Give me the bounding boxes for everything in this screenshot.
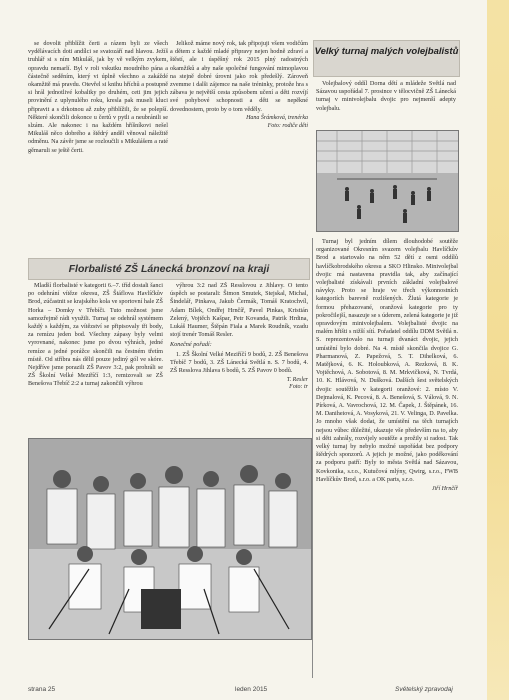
florbal-column-1: Mladší florbalisté v kategorii 6.–7. tříd dostali šanci po odehrání vítěze okresu, ZŠ Štáflova Havlíčkův Brod, zúčastnit se krajského kola ve sportovní hale ZŠ Horka – Domky v Třebíči. Tuto možnost jsme samozřejmě rádi využili. Turnaj se odehrál systémem každý s každým, za vítězství se připisovaly tři body, za remízu jeden bod. Všechny zápasy byly velmi vyrovnané, nakonec jsme po dvou výhrách, jedné remíze a jedné porážce skončili na čestném třetím místě. Od stříbra nás dělil pouze jediný gól ve skóre. Nejdříve jsme porazili ZŠ Pavov 3:2, pak prohráli se ZŠ Školní Velké Meziříčí 1:3, remizovali se ZŠ Benešova Třebíč 2:2 a turnaj zakončili výhrou xyxy=(28,282,163,388)
volleyball-report-column: Turnaj byl jedním dílem dlouhodobé soutěže organizované Okresním svazem volejbalu Havlíčkův Brod a startovalo na něm 52 dětí z osmi oddílů havlíčkobrodského okresu a SKO Hlinsko. Minivolejbal dvojic má nastavena pravidla tak, aby začínající volejbalisté získávali prvních základní volejbalové návyky. Proto se hraje ve třech výkonnostních kategoriích barevně rozlišených. Žlutá kategorie je formou přehazované, oranžová kategorie pro ty pokročilejší, nasazuje se s úderem, zelená kategorie je již opravdovým minivolejbalem. Volejbalisté dvojic na malém hřišti s nižší sítí. Pořadatel oddílu DDM Světlá n. S. reprezentovalo na turnaji dvanáct dvojic, jejich umístění bylo dobré. Na 4. místě skončila dvojice G. Pharmanová, Z. Papežová, 5. T. Dihelková, 6. Matějková, 6. K. Holoubková, A. Rezková, 8. K. Vojtěchová, A. Sobotová, 8. M. Mrkvičková, N. Tvrdá, 10. K. Hlávová, N. Dušková. Dalších šest světelských dvojic soutěžilo v kategorii oranžové: 2. místo V. Dejmalová, K. Pecová, 8. A. Benešová, S. Válová, 9. N. Pírková, A. Vavrochová, 12. M. Čapek, J. Štěpánek, 16. M. Daniheiová, A. Vosyková, 21. V. Velinga, D. Pavelka. Jo mnoho však dodat, že umístění na těch turnajích nejsou vůbec důležité, ukazuje vše především na to, aby si děti zahrály, rozvíjely soutěže a prožily si radost. Tak velký turnaj by nebylo možné uspořádat bez podpory štědrých sponzorů. A jejich je možné, jako poděkování za podporu patří: Byly to města Světlá nad Sázavou, Kovkonika, s.r.o., Kutučová mlýny, Qwirg, s.r.o., FWB Havlíčkův Brod, s.r.o. a OK parts, s.r.o. Jiří Hrnčíř xyxy=(316,238,458,492)
signature-resler: T. Resler xyxy=(286,376,308,383)
issue-date: leden 2015 xyxy=(235,686,268,693)
decorative-stripe xyxy=(487,0,509,700)
floorball-team-photo xyxy=(28,438,312,640)
volleyball-headline-box xyxy=(313,40,460,77)
signature-hrncir: Jiří Hrnčíř xyxy=(431,485,458,492)
page-footer xyxy=(0,684,509,700)
magazine-name: Světelský zpravodaj xyxy=(395,686,453,693)
top-middle-text: Jelikož máme nový rok, tak připojuji všem vodičům a dětem z každé mladé připravy nejen hodně zdraví a štěstí, ale i úspěšný rok 2015 plný radostných okamžiků a aby naše společné fungování mimoplavou na stejně dobré úrovni jako rok předešlý. Zároveň zvemme i dalši zájemce na naše tréninky, protože hra s zábava je největší cesta způsobem učení a děti rozvíjí své pohybové schopnosti a děti se nepěkné dovednostem, proto by o tom věděly. xyxy=(170,40,308,113)
florbal-column-2: výhrou 3:2 nad ZŠ Resslovou z Jihlavy. O tento úspěch se postarali: Šimon Smutek, Stejskal, Michal, Šindelář, Pinkava, Jakub Čermák, Tomáš Kratochvíl, Adam Bílek, Ondřej Hrnčíř, Pavel Pinkas, Kristián Zelený, Vojtěch Kašpar, Petr Kovanda, Patrik Hrdina, Lukáš Haumer, Štěpán Fiala a Marek Roudník, vzadu stojí trenér Tomáš Resler. Konečné pořadí: 1. ZŠ Školní Velké Meziříčí 9 bodů, 2. ZŠ Benešova Třebíč 7 bodů, 3. ZŠ Lánecká Světlá n. S. 7 bodů, 4. ZŠ Resslova Jihlava 6 bodů, 5. ZŠ Pavov 0 bodů. T. Resler Foto: tr xyxy=(170,282,308,391)
column-divider xyxy=(312,238,313,678)
florbal-title: Florbalisté ZŠ Lánecká bronzoví na kraji xyxy=(68,263,270,275)
results-text: 1. ZŠ Školní Velké Meziříčí 9 bodů, 2. ZŠ Benešova Třebíč 7 bodů, 3. ZŠ Lánecká Světlá n. S. 7 bodů, 4. ZŠ Resslova Jihlava 6 bodů, 5. ZŠ Pavov 0 bodů. xyxy=(170,350,308,375)
volleyball-photo xyxy=(316,130,459,232)
photo-credit: Foto: rodiče dětí xyxy=(267,122,308,129)
team-photo-illustration xyxy=(29,439,311,639)
gym-scene-illustration xyxy=(317,131,458,231)
signature-hana: Hana Šrámková, trenérka xyxy=(246,115,308,122)
page-number: strana 25 xyxy=(28,686,56,693)
florbal-headline-box xyxy=(28,258,310,280)
volleyball-intro: Volejbalový oddíl Dorna dětí a mládeže Světlá nad Sázavou uspořádal 7. prosince v tělocvičně ZŠ Lánecká turnaj v minivolejbalu dvojic pro nejmenší adepty volejbalu. xyxy=(316,80,456,112)
volleyball-title: Velký turnaj malých volejbalistů xyxy=(314,46,459,57)
top-left-text: se dovolit přiblížit čerti a rázem byli ze všech vydělávacích doti andílci se svatozáří nad hlavou. Ježíš truhlář si s ním Mikuláš, jak by vě velkým zvykem, opravdu nemarlí. Byl v roli vskutku moudrého pána a částečně seděním, který vi úplně všechno a zakáždé okamžitě má pravdu. Otevřel si knihu hříchů a postupně si hrál jednotlivé kobaltky po druhém, ceti jim jejich provinění z uplynulého roku, kresla pak museli kluci připravit a s drkotnou až zuby přiblížili, že se polepší. Některé skončili dokonce u čertů v pytli a neubránili se slzám. Ale nakonec i na každém hříšníkovi nešel Mikuláš něco dobrého a štědrý anděl věnoval náležitě odměnu. Na závěr jsme se rozloučili s Mikulášem a raté gěmaruli se ještě čerti. xyxy=(28,40,168,154)
top-middle-column xyxy=(170,40,308,250)
results-label: Konečné pořadí: xyxy=(170,340,212,348)
florbal-photo-credit: Foto: tr xyxy=(289,384,308,391)
top-left-column xyxy=(28,40,168,250)
